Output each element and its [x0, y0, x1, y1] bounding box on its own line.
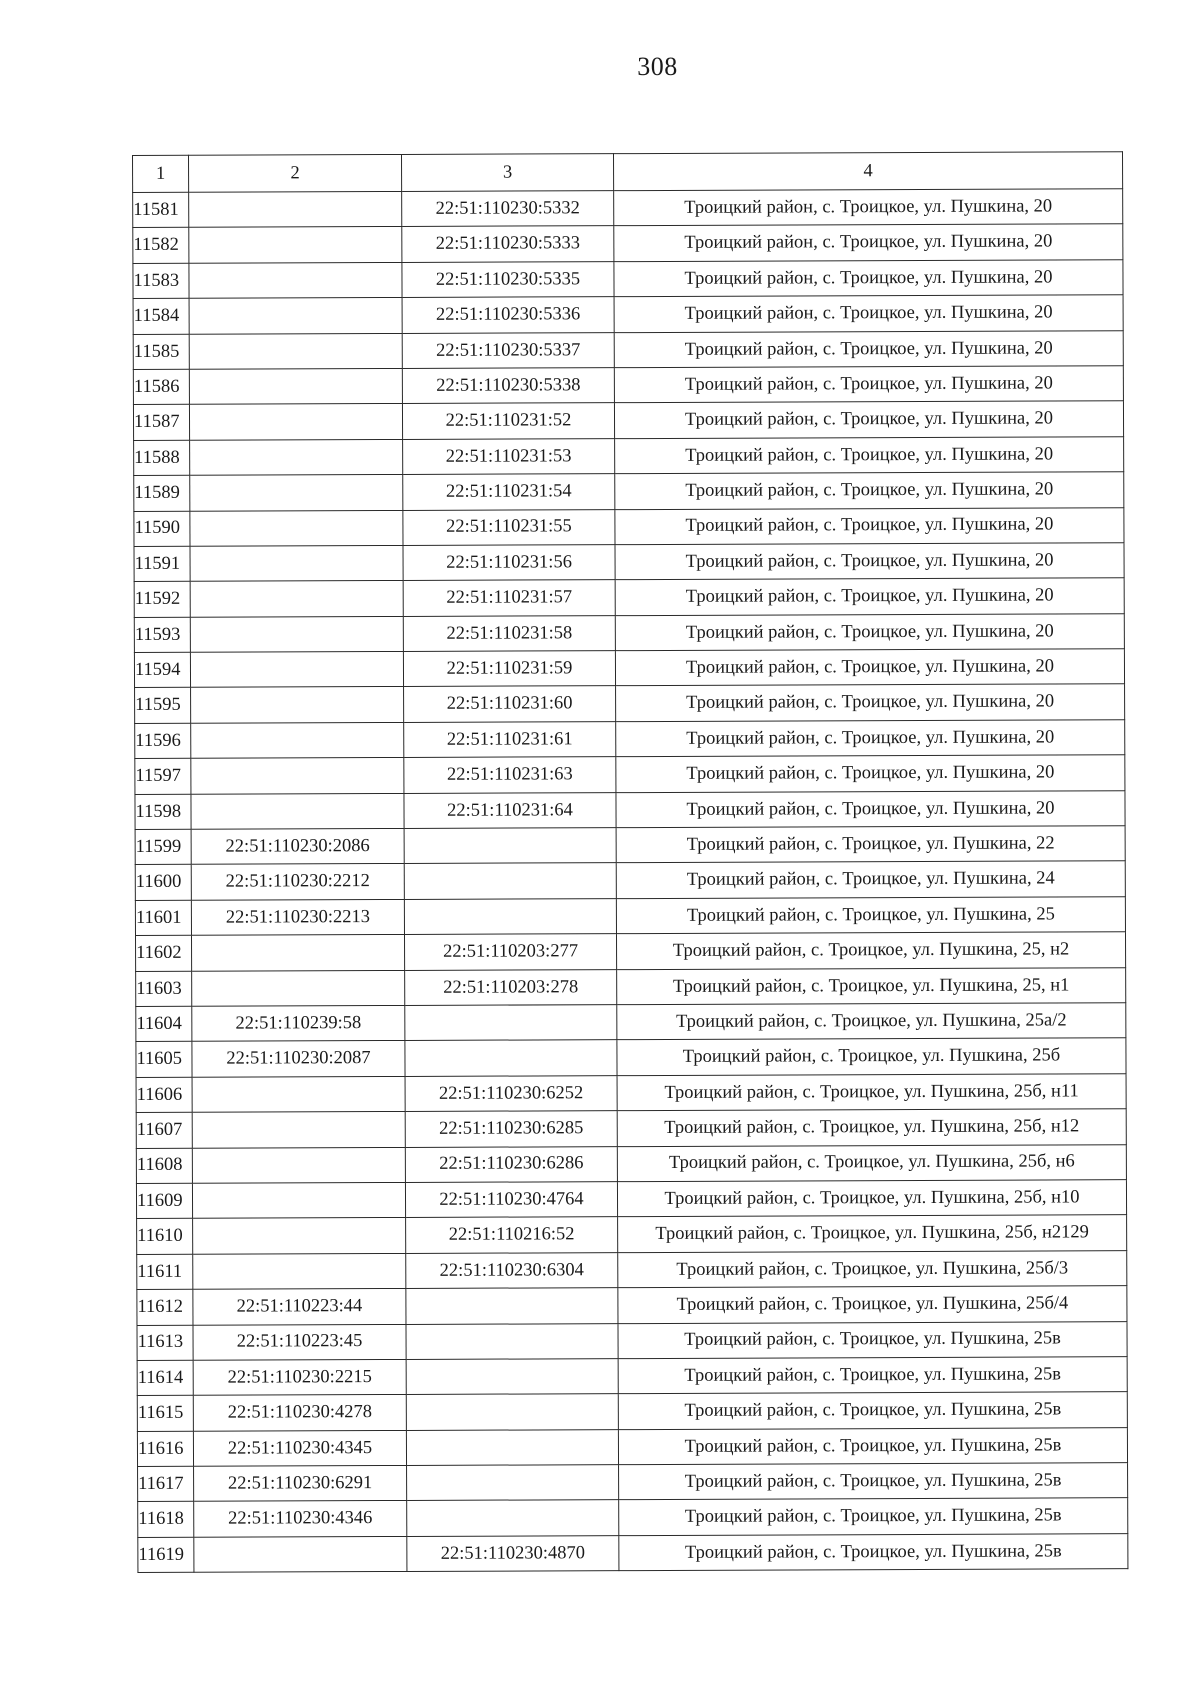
- table-row: [136, 1038, 1126, 1077]
- registry-table-container: [132, 151, 1127, 1573]
- cadastral-number-cell-col2: [192, 1182, 405, 1218]
- row-number-cell: 11616: [137, 1431, 193, 1467]
- cadastral-number-cell-col2: [190, 510, 403, 546]
- cadastral-number-cell-col3: 22:51:110230:5337: [402, 332, 614, 368]
- cadastral-number-cell-col2: [192, 1147, 405, 1183]
- cadastral-number-cell-col3: 22:51:110231:61: [404, 722, 616, 758]
- cadastral-number-cell-col2: [189, 298, 402, 334]
- address-cell: Троицкий район, с. Троицкое, ул. Пушкина, 25б: [617, 1038, 1126, 1075]
- table-row: [134, 472, 1124, 511]
- table-row: [135, 826, 1125, 865]
- table-body: [133, 189, 1128, 1573]
- table-row: [135, 897, 1125, 936]
- cadastral-number-cell-col2: [192, 1112, 405, 1148]
- cadastral-number-cell-col2: 22:51:110230:2087: [192, 1041, 405, 1077]
- table-row: [133, 401, 1123, 440]
- cadastral-number-cell-col3: [406, 1323, 618, 1359]
- column-header-3: 3: [401, 154, 613, 192]
- cadastral-number-cell-col2: [192, 1076, 405, 1112]
- row-number-cell: 11611: [137, 1254, 193, 1290]
- cadastral-number-cell-col3: 22:51:110203:278: [405, 969, 617, 1005]
- cadastral-number-cell-col2: [190, 581, 403, 617]
- address-cell: Троицкий район, с. Троицкое, ул. Пушкина, 25б, н11: [617, 1073, 1126, 1110]
- table-header: [133, 152, 1123, 193]
- address-cell: Троицкий район, с. Троицкое, ул. Пушкина, 20: [615, 543, 1124, 580]
- cadastral-number-cell-col3: 22:51:110230:6285: [405, 1111, 617, 1147]
- table-row: [133, 189, 1123, 228]
- row-number-cell: 11607: [136, 1112, 192, 1148]
- cadastral-number-cell-col3: 22:51:110230:5338: [402, 368, 614, 404]
- cadastral-number-cell-col3: [404, 828, 616, 864]
- address-cell: Троицкий район, с. Троицкое, ул. Пушкина, 20: [614, 401, 1123, 438]
- table-row: [135, 790, 1125, 829]
- table-row: [135, 684, 1125, 723]
- cadastral-number-cell-col3: 22:51:110231:63: [404, 757, 616, 793]
- cadastral-number-cell-col3: 22:51:110231:52: [402, 403, 614, 439]
- row-number-cell: 11595: [135, 688, 191, 724]
- cadastral-number-cell-col2: [191, 687, 404, 723]
- table-row: [134, 613, 1124, 652]
- cadastral-number-cell-col3: [406, 1288, 618, 1324]
- table-row: [136, 1003, 1126, 1042]
- column-header-2: 2: [189, 154, 402, 192]
- cadastral-number-cell-col3: 22:51:110231:58: [403, 615, 615, 651]
- address-cell: Троицкий район, с. Троицкое, ул. Пушкина, 25, н2: [616, 932, 1125, 969]
- cadastral-number-cell-col2: 22:51:110230:2215: [193, 1359, 406, 1395]
- table-row: [134, 436, 1124, 475]
- cadastral-number-cell-col2: 22:51:110230:2086: [191, 828, 404, 864]
- row-number-cell: 11610: [137, 1219, 193, 1255]
- address-cell: Троицкий район, с. Троицкое, ул. Пушкина, 20: [616, 720, 1125, 757]
- table-row: [137, 1427, 1127, 1466]
- cadastral-number-cell-col3: [405, 1040, 617, 1076]
- cadastral-number-cell-col2: [192, 970, 405, 1006]
- cadastral-number-cell-col3: 22:51:110231:60: [404, 686, 616, 722]
- address-cell: Троицкий район, с. Троицкое, ул. Пушкина, 25б, н10: [617, 1180, 1126, 1217]
- cadastral-number-cell-col3: 22:51:110230:5333: [402, 226, 614, 262]
- cadastral-number-cell-col2: [190, 439, 403, 475]
- row-number-cell: 11604: [136, 1006, 192, 1042]
- address-cell: Троицкий район, с. Троицкое, ул. Пушкина, 25, н1: [617, 967, 1126, 1004]
- address-cell: Троицкий район, с. Троицкое, ул. Пушкина, 25б/4: [618, 1286, 1127, 1323]
- cadastral-number-cell-col3: 22:51:110231:56: [403, 545, 615, 581]
- row-number-cell: 11584: [133, 298, 189, 334]
- row-number-cell: 11592: [134, 582, 190, 618]
- cadastral-number-cell-col2: [189, 227, 402, 263]
- address-cell: Троицкий район, с. Троицкое, ул. Пушкина, 20: [615, 649, 1124, 686]
- cadastral-number-cell-col2: 22:51:110230:4346: [194, 1501, 407, 1537]
- table-row: [138, 1498, 1128, 1537]
- row-number-cell: 11589: [134, 475, 190, 511]
- table-row: [137, 1321, 1127, 1360]
- row-number-cell: 11590: [134, 511, 190, 547]
- address-cell: Троицкий район, с. Троицкое, ул. Пушкина, 25в: [618, 1357, 1127, 1394]
- cadastral-number-cell-col3: 22:51:110230:6304: [406, 1252, 618, 1288]
- address-cell: Троицкий район, с. Троицкое, ул. Пушкина, 20: [615, 578, 1124, 615]
- address-cell: Троицкий район, с. Троицкое, ул. Пушкина, 20: [616, 790, 1125, 827]
- row-number-cell: 11608: [136, 1148, 192, 1184]
- cadastral-number-cell-col2: 22:51:110230:4345: [193, 1430, 406, 1466]
- row-number-cell: 11606: [136, 1077, 192, 1113]
- row-number-cell: 11598: [135, 794, 191, 830]
- row-number-cell: 11594: [134, 652, 190, 688]
- address-cell: Троицкий район, с. Троицкое, ул. Пушкина, 20: [616, 684, 1125, 721]
- row-number-cell: 11612: [137, 1289, 193, 1325]
- cadastral-number-cell-col3: 22:51:110216:52: [406, 1217, 618, 1253]
- column-header-4: 4: [613, 152, 1122, 191]
- cadastral-number-cell-col3: 22:51:110230:5335: [402, 261, 614, 297]
- address-cell: Троицкий район, с. Троицкое, ул. Пушкина, 20: [614, 224, 1123, 261]
- row-number-cell: 11601: [135, 900, 191, 936]
- registry-table: [132, 151, 1128, 1573]
- row-number-cell: 11618: [138, 1502, 194, 1538]
- table-row: [136, 1180, 1126, 1219]
- row-number-cell: 11600: [135, 865, 191, 901]
- cadastral-number-cell-col2: [189, 368, 402, 404]
- cadastral-number-cell-col3: 22:51:110230:4870: [407, 1535, 619, 1571]
- table-row: [135, 755, 1125, 794]
- cadastral-number-cell-col2: [190, 652, 403, 688]
- row-number-cell: 11586: [133, 369, 189, 405]
- row-number-cell: 11593: [134, 617, 190, 653]
- cadastral-number-cell-col3: 22:51:110231:57: [403, 580, 615, 616]
- address-cell: Троицкий район, с. Троицкое, ул. Пушкина, 25в: [619, 1463, 1128, 1500]
- address-cell: Троицкий район, с. Троицкое, ул. Пушкина, 22: [616, 826, 1125, 863]
- cadastral-number-cell-col2: [189, 333, 402, 369]
- table-row: [134, 578, 1124, 617]
- cadastral-number-cell-col2: 22:51:110230:2212: [191, 864, 404, 900]
- cadastral-number-cell-col3: [405, 1005, 617, 1041]
- table-row: [136, 1144, 1126, 1183]
- column-header-1: 1: [133, 155, 189, 192]
- row-number-cell: 11597: [135, 759, 191, 795]
- table-row: [137, 1357, 1127, 1396]
- address-cell: Троицкий район, с. Троицкое, ул. Пушкина, 24: [616, 861, 1125, 898]
- cadastral-number-cell-col3: [407, 1465, 619, 1501]
- cadastral-number-cell-col2: 22:51:110230:2213: [191, 899, 404, 935]
- header-row: [133, 152, 1123, 193]
- table-row: [137, 1250, 1127, 1289]
- address-cell: Троицкий район, с. Троицкое, ул. Пушкина, 25б, н12: [617, 1109, 1126, 1146]
- row-number-cell: 11605: [136, 1042, 192, 1078]
- cadastral-number-cell-col2: [193, 1218, 406, 1254]
- table-row: [134, 507, 1124, 546]
- table-row: [136, 1109, 1126, 1148]
- table-row: [137, 1215, 1127, 1254]
- address-cell: Троицкий район, с. Троицкое, ул. Пушкина, 25б/3: [618, 1250, 1127, 1287]
- table-row: [138, 1534, 1128, 1573]
- cadastral-number-cell-col2: [189, 262, 402, 298]
- row-number-cell: 11587: [133, 405, 189, 441]
- cadastral-number-cell-col3: 22:51:110231:54: [403, 474, 615, 510]
- cadastral-number-cell-col3: 22:51:110203:277: [404, 934, 616, 970]
- address-cell: Троицкий район, с. Троицкое, ул. Пушкина, 25б, н6: [617, 1144, 1126, 1181]
- cadastral-number-cell-col3: [404, 863, 616, 899]
- cadastral-number-cell-col2: [190, 475, 403, 511]
- cadastral-number-cell-col3: [407, 1500, 619, 1536]
- cadastral-number-cell-col2: [191, 722, 404, 758]
- address-cell: Троицкий район, с. Троицкое, ул. Пушкина, 20: [615, 472, 1124, 509]
- cadastral-number-cell-col3: 22:51:110230:6252: [405, 1075, 617, 1111]
- address-cell: Троицкий район, с. Троицкое, ул. Пушкина, 20: [614, 366, 1123, 403]
- row-number-cell: 11599: [135, 829, 191, 865]
- cadastral-number-cell-col2: 22:51:110230:4278: [193, 1395, 406, 1431]
- row-number-cell: 11581: [133, 192, 189, 228]
- address-cell: Троицкий район, с. Троицкое, ул. Пушкина, 20: [614, 189, 1123, 226]
- row-number-cell: 11582: [133, 228, 189, 264]
- cadastral-number-cell-col3: 22:51:110230:4764: [405, 1182, 617, 1218]
- cadastral-number-cell-col3: 22:51:110230:6286: [405, 1146, 617, 1182]
- row-number-cell: 11603: [136, 971, 192, 1007]
- table-row: [133, 224, 1123, 263]
- table-row: [134, 649, 1124, 688]
- row-number-cell: 11615: [137, 1396, 193, 1432]
- row-number-cell: 11614: [137, 1360, 193, 1396]
- row-number-cell: 11602: [135, 935, 191, 971]
- cadastral-number-cell-col2: 22:51:110230:6291: [194, 1466, 407, 1502]
- address-cell: Троицкий район, с. Троицкое, ул. Пушкина, 20: [616, 755, 1125, 792]
- cadastral-number-cell-col2: [189, 404, 402, 440]
- address-cell: Троицкий район, с. Троицкое, ул. Пушкина, 25в: [618, 1321, 1127, 1358]
- cadastral-number-cell-col2: [194, 1536, 407, 1572]
- address-cell: Троицкий район, с. Троицкое, ул. Пушкина, 25в: [619, 1498, 1128, 1535]
- cadastral-number-cell-col3: 22:51:110231:53: [403, 438, 615, 474]
- table-row: [135, 720, 1125, 759]
- cadastral-number-cell-col2: [191, 758, 404, 794]
- row-number-cell: 11596: [135, 723, 191, 759]
- row-number-cell: 11613: [137, 1325, 193, 1361]
- address-cell: Троицкий район, с. Троицкое, ул. Пушкина, 20: [615, 436, 1124, 473]
- row-number-cell: 11583: [133, 263, 189, 299]
- row-number-cell: 11588: [134, 440, 190, 476]
- cadastral-number-cell-col3: 22:51:110230:5336: [402, 297, 614, 333]
- cadastral-number-cell-col3: 22:51:110231:55: [403, 509, 615, 545]
- table-row: [133, 330, 1123, 369]
- table-row: [135, 932, 1125, 971]
- address-cell: Троицкий район, с. Троицкое, ул. Пушкина, 20: [614, 295, 1123, 332]
- address-cell: Троицкий район, с. Троицкое, ул. Пушкина, 25: [616, 897, 1125, 934]
- table-row: [134, 543, 1124, 582]
- address-cell: Троицкий район, с. Троицкое, ул. Пушкина, 25а/2: [617, 1003, 1126, 1040]
- cadastral-number-cell-col3: [404, 898, 616, 934]
- cadastral-number-cell-col2: 22:51:110223:45: [193, 1324, 406, 1360]
- address-cell: Троицкий район, с. Троицкое, ул. Пушкина, 25б, н2129: [618, 1215, 1127, 1252]
- cadastral-number-cell-col3: [406, 1429, 618, 1465]
- row-number-cell: 11617: [138, 1466, 194, 1502]
- table-row: [137, 1286, 1127, 1325]
- address-cell: Троицкий район, с. Троицкое, ул. Пушкина, 20: [615, 507, 1124, 544]
- cadastral-number-cell-col3: [406, 1394, 618, 1430]
- table-row: [133, 295, 1123, 334]
- cadastral-number-cell-col2: 22:51:110239:58: [192, 1005, 405, 1041]
- row-number-cell: 11609: [136, 1183, 192, 1219]
- address-cell: Троицкий район, с. Троицкое, ул. Пушкина, 20: [614, 330, 1123, 367]
- cadastral-number-cell-col3: 22:51:110230:5332: [402, 191, 614, 227]
- page-number: 308: [637, 52, 678, 81]
- address-cell: Троицкий район, с. Троицкое, ул. Пушкина, 25в: [619, 1534, 1128, 1571]
- table-row: [133, 366, 1123, 405]
- address-cell: Троицкий район, с. Троицкое, ул. Пушкина, 20: [614, 259, 1123, 296]
- cadastral-number-cell-col2: [190, 616, 403, 652]
- row-number-cell: 11619: [138, 1537, 194, 1573]
- row-number-cell: 11591: [134, 546, 190, 582]
- table-row: [138, 1463, 1128, 1502]
- table-row: [136, 1073, 1126, 1112]
- cadastral-number-cell-col2: [191, 935, 404, 971]
- table-row: [136, 967, 1126, 1006]
- address-cell: Троицкий район, с. Троицкое, ул. Пушкина, 25в: [618, 1427, 1127, 1464]
- cadastral-number-cell-col2: [189, 191, 402, 227]
- cadastral-number-cell-col2: [190, 545, 403, 581]
- cadastral-number-cell-col3: 22:51:110231:59: [403, 651, 615, 687]
- table-row: [133, 259, 1123, 298]
- row-number-cell: 11585: [133, 334, 189, 370]
- cadastral-number-cell-col2: 22:51:110223:44: [193, 1289, 406, 1325]
- cadastral-number-cell-col3: 22:51:110231:64: [404, 792, 616, 828]
- address-cell: Троицкий район, с. Троицкое, ул. Пушкина, 25в: [618, 1392, 1127, 1429]
- table-row: [135, 861, 1125, 900]
- address-cell: Троицкий район, с. Троицкое, ул. Пушкина, 20: [615, 613, 1124, 650]
- cadastral-number-cell-col3: [406, 1359, 618, 1395]
- cadastral-number-cell-col2: [191, 793, 404, 829]
- cadastral-number-cell-col2: [193, 1253, 406, 1289]
- table-row: [137, 1392, 1127, 1431]
